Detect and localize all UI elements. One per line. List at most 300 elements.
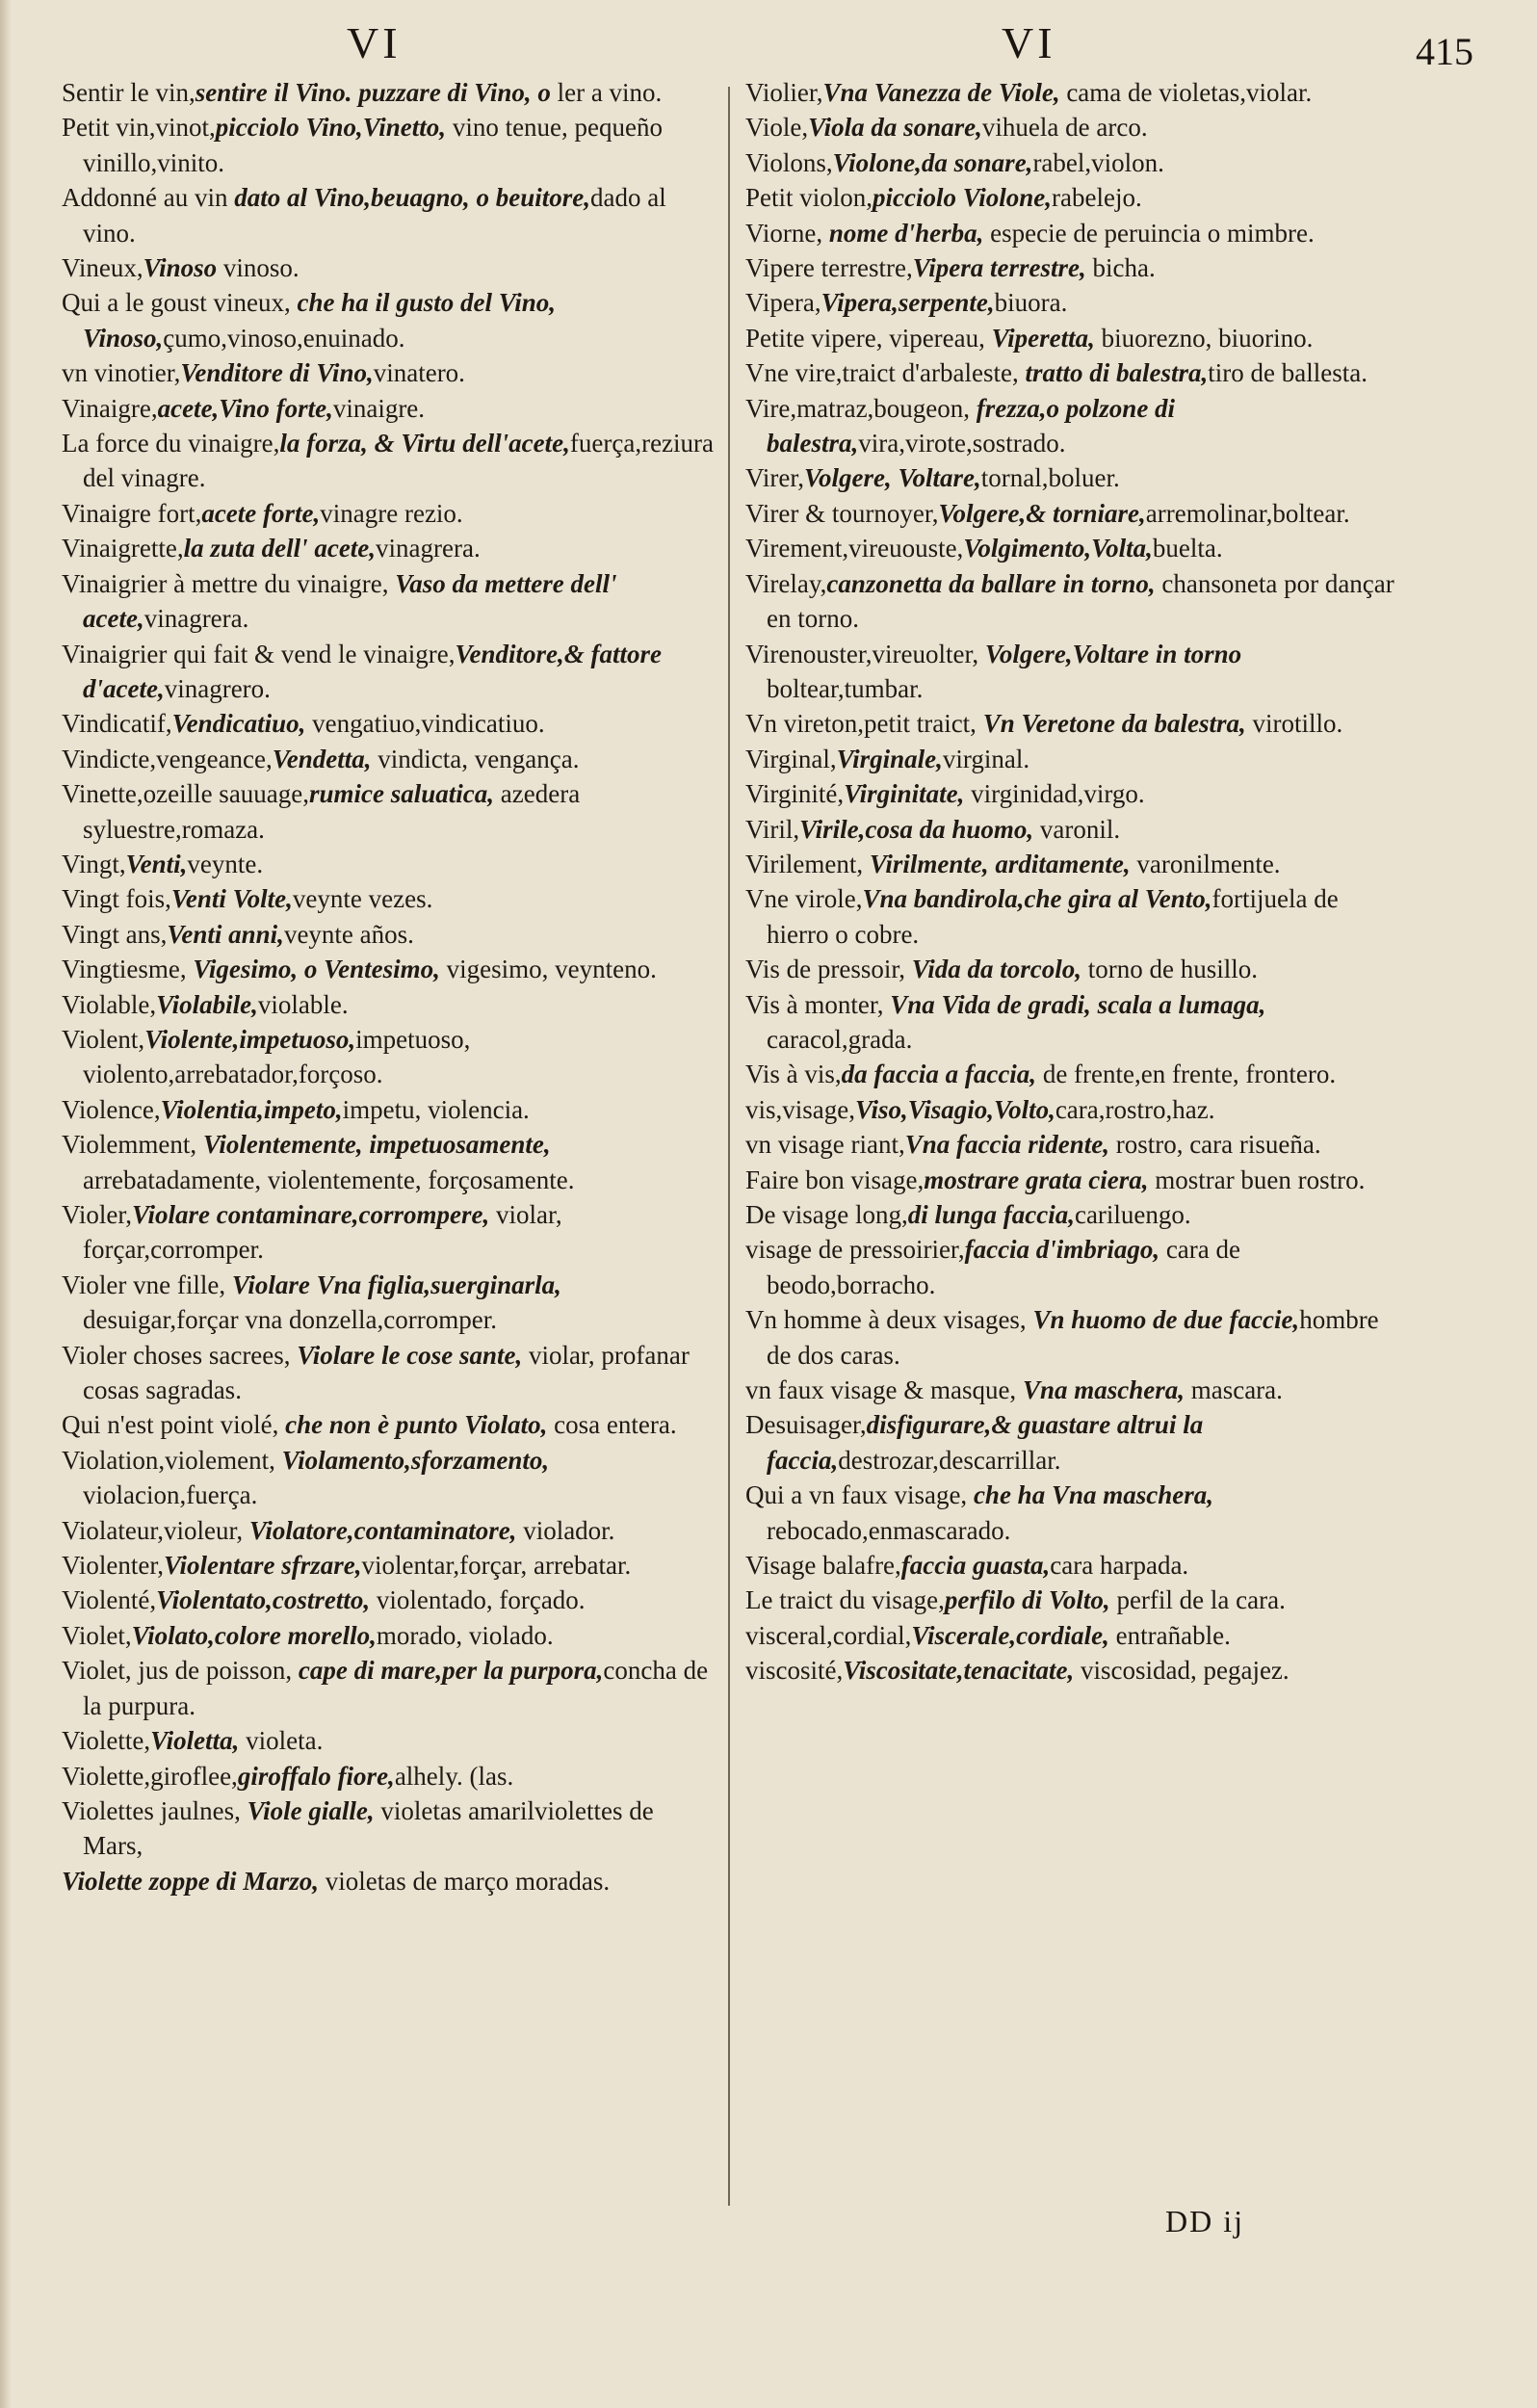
dictionary-entry <box>62 1338 716 1408</box>
entry-headword: Vne virole, <box>745 884 863 914</box>
entry-translation: cara harpada. <box>1050 1551 1189 1581</box>
dictionary-entry <box>745 75 1400 110</box>
entry-italian: perfilo di Volto, <box>944 1585 1110 1615</box>
entry-italian: rumice saluatica, <box>309 779 495 809</box>
entry-headword: Vinaigrier à mettre du vinaigre, <box>62 568 396 598</box>
entry-headword: Vire,matraz,bougeon, <box>745 393 977 423</box>
entry-italian: Viso,Visagio,Volto, <box>855 1094 1055 1124</box>
entry-italian: Violone,da sonare, <box>832 147 1033 177</box>
entry-translation: desuigar,forçar vna donzella,corromper. <box>83 1305 497 1335</box>
dictionary-entry <box>62 1759 716 1793</box>
entry-translation: vinagrero. <box>164 673 271 703</box>
entry-headword: Vinaigrette, <box>62 534 184 563</box>
signature-mark: DD ij <box>1165 2204 1244 2238</box>
entry-translation: vinagrera. <box>143 604 249 634</box>
entry-translation: violetas de março moradas. <box>319 1866 611 1896</box>
entry-headword: Vindicatif, <box>62 709 172 739</box>
entry-translation: violar, forçar,corromper. <box>83 1200 562 1265</box>
entry-headword: Violenter, <box>62 1551 165 1581</box>
entry-headword: Violence, <box>62 1094 161 1124</box>
dictionary-entry <box>745 812 1400 847</box>
entry-translation: fortijuela de hierro o cobre. <box>767 884 1339 949</box>
dictionary-entry <box>745 285 1400 320</box>
entry-translation: veynte años. <box>283 919 414 949</box>
entry-italian: dato al Vino,beuagno, o beuitore, <box>234 183 591 213</box>
entry-italian: acete,Vino forte, <box>157 393 333 423</box>
entry-headword: Vingt fois, <box>62 884 171 914</box>
entry-italian: sentire il Vino. puzzare di Vino, o <box>195 78 558 107</box>
dictionary-entry <box>745 180 1400 215</box>
entry-headword: vn vinotier, <box>62 358 181 388</box>
entry-headword: Violateur,violeur, <box>62 1515 249 1545</box>
entry-italian: Viscositate,tenacitate, <box>843 1656 1075 1686</box>
entry-italian: che ha Vna maschera, <box>973 1480 1213 1510</box>
dictionary-entry <box>62 1583 716 1617</box>
dictionary-entry <box>62 496 716 531</box>
entry-italian: Vna Vida de gradi, scala a lumaga, <box>890 989 1266 1019</box>
entry-italian: Vna Vanezza de Viole, <box>822 78 1060 107</box>
dictionary-entry <box>745 1092 1400 1127</box>
entry-headword: Vis à monter, <box>745 989 891 1019</box>
entry-translation: concha de la purpura. <box>83 1656 709 1720</box>
entry-headword: Violemment, <box>62 1130 203 1160</box>
entry-headword: Viole, <box>745 113 809 143</box>
entry-translation: virginidad,virgo. <box>964 779 1145 809</box>
entry-italian: Volgere,& torniare, <box>938 498 1146 528</box>
dictionary-entry <box>62 1723 716 1758</box>
dictionary-entry <box>745 742 1400 776</box>
entry-headword: Violettes jaulnes, <box>62 1795 247 1825</box>
dictionary-entry <box>745 1163 1400 1197</box>
entry-translation: dado al vino. <box>83 183 666 248</box>
dictionary-entry <box>745 1057 1400 1091</box>
dictionary-entry <box>62 1092 716 1127</box>
entry-headword: Violer choses sacrees, <box>62 1340 298 1370</box>
entry-italian: Violette zoppe di Marzo, <box>62 1866 320 1896</box>
entry-italian: Venti anni, <box>167 919 284 949</box>
dictionary-entry <box>62 1793 716 1864</box>
running-head-left: VI <box>347 18 402 67</box>
dictionary-entry <box>745 952 1400 986</box>
dictionary-entry <box>62 285 716 355</box>
entry-italian: Vendicatiuo, <box>171 709 306 739</box>
dictionary-entry <box>62 180 716 250</box>
entry-translation: varonil. <box>1033 814 1121 844</box>
dictionary-entry <box>62 1653 716 1723</box>
entry-italian: Violetta, <box>150 1726 240 1756</box>
entry-headword: Vinaigre fort, <box>62 498 202 528</box>
dictionary-entry <box>62 1618 716 1653</box>
entry-italian: Vaso da mettere dell' acete, <box>83 568 617 634</box>
entry-translation: vengatiuo,vindicatiuo. <box>305 709 545 739</box>
entry-italian: Violentato,costretto, <box>156 1585 371 1615</box>
entry-italian: picciolo Violone, <box>873 183 1053 213</box>
entry-italian: Vna bandirola,che gira al Vento, <box>862 884 1212 914</box>
dictionary-entry <box>745 1232 1400 1302</box>
entry-headword: Viorne, <box>745 218 829 248</box>
entry-headword: visage de pressoirier, <box>745 1235 965 1265</box>
entry-italian: Venditore di Vino, <box>180 358 374 388</box>
entry-italian: Virile,cosa da huomo, <box>799 814 1034 844</box>
entry-headword: Qui a le goust vineux, <box>62 288 298 318</box>
dictionary-entry <box>745 881 1400 952</box>
entry-headword: Vn homme à deux visages, <box>745 1305 1033 1335</box>
entry-translation: bicha. <box>1085 253 1156 283</box>
dictionary-entry <box>745 460 1400 495</box>
entry-headword: Vis à vis, <box>745 1060 842 1089</box>
entry-headword: Addonné au vin <box>62 183 235 213</box>
entry-translation: cara de beodo,borracho. <box>767 1235 1241 1299</box>
dictionary-entry <box>745 706 1400 741</box>
entry-italian: picciolo Vino,Vinetto, <box>215 113 447 143</box>
entry-italian: cape di mare,per la purpora, <box>298 1656 604 1686</box>
entry-headword: Sentir le vin, <box>62 78 195 107</box>
entry-italian: Volgere,Voltare in torno <box>984 639 1242 668</box>
entry-translation: perfil de la cara. <box>1109 1585 1286 1615</box>
entry-translation: biuorezno, biuorino. <box>1094 323 1314 353</box>
entry-headword: Petit violon, <box>745 183 873 213</box>
entry-translation: violacion,fuerça. <box>83 1480 258 1510</box>
entry-headword: Vinaigre, <box>62 393 158 423</box>
entry-translation: cosa entera. <box>547 1410 677 1440</box>
entry-headword: Virer & tournoyer, <box>745 498 939 528</box>
entry-translation: fuerça,reziura del vinagre. <box>83 429 715 493</box>
dictionary-entry <box>62 75 716 110</box>
entry-translation: rostro, cara risueña. <box>1108 1130 1321 1160</box>
entry-headword: Violable, <box>62 989 157 1019</box>
entry-translation: vinagre rezio. <box>320 498 463 528</box>
entry-headword: La force du vinaigre, <box>62 429 280 458</box>
entry-headword: Violet, <box>62 1620 132 1650</box>
entry-translation: morado, violado. <box>376 1620 554 1650</box>
entry-italian: da faccia a faccia, <box>841 1060 1037 1089</box>
entry-italian: giroffalo fiore, <box>237 1761 395 1791</box>
entry-headword: Vipere terrestre, <box>745 253 913 283</box>
entry-translation: vihuela de arco. <box>981 113 1148 143</box>
dictionary-entry <box>62 1197 716 1268</box>
entry-headword: Violons, <box>745 147 833 177</box>
entry-headword: Desuisager, <box>745 1410 867 1440</box>
entry-italian: Violamento,sforzamento, <box>281 1445 550 1475</box>
entry-italian: tratto di balestra, <box>1025 358 1209 388</box>
entry-translation: mascara. <box>1184 1375 1283 1405</box>
entry-translation: violetas amarilviolettes de Mars, <box>83 1795 654 1861</box>
entry-translation: violable. <box>257 989 349 1019</box>
dictionary-entry <box>745 250 1400 285</box>
dictionary-entry <box>62 1022 716 1092</box>
dictionary-entry <box>62 110 716 180</box>
dictionary-entry <box>745 496 1400 531</box>
entry-translation: virotillo. <box>1245 709 1343 739</box>
entry-headword: Vn vireton,petit traict, <box>745 709 983 739</box>
dictionary-entry <box>745 1548 1400 1583</box>
dictionary-entry <box>745 216 1400 250</box>
entry-headword: Violent, <box>62 1024 145 1054</box>
entry-translation: ler a vino. <box>557 78 663 107</box>
entry-translation: rabelejo. <box>1052 183 1142 213</box>
dictionary-entry <box>62 391 716 426</box>
entry-headword: Vinaigrier qui fait & vend le vinaigre, <box>62 639 456 668</box>
dictionary-entry <box>62 1268 716 1338</box>
entry-translation: vigesimo, veynteno. <box>439 955 657 984</box>
entry-italian: nome d'herba, <box>828 218 984 248</box>
dictionary-entry <box>62 847 716 881</box>
dictionary-entry <box>745 566 1400 637</box>
entry-headword: Violer, <box>62 1200 133 1229</box>
entry-translation: entrañable. <box>1108 1620 1231 1650</box>
entry-translation: rabel,violon. <box>1032 147 1164 177</box>
entry-italian: faccia d'imbriago, <box>964 1235 1160 1265</box>
entry-headword: vis,visage, <box>745 1094 855 1124</box>
entry-headword: Violette, <box>62 1726 151 1756</box>
entry-headword: Violer vne fille, <box>62 1269 232 1299</box>
entry-italian: che ha il gusto del Vino, Vinoso, <box>83 288 557 353</box>
entry-headword: Vinette,ozeille sauuage, <box>62 779 310 809</box>
entry-italian: Violare Vna figlia,suerginarla, <box>231 1269 561 1299</box>
entry-italian: di lunga faccia, <box>907 1200 1075 1229</box>
scan-edge <box>0 0 12 2408</box>
entry-italian: Viperetta, <box>991 323 1095 353</box>
entry-translation: violentar,forçar, arrebatar. <box>361 1551 632 1581</box>
entry-translation: cama de violetas,violar. <box>1059 78 1313 107</box>
entry-italian: Venti Volte, <box>170 884 293 914</box>
dictionary-entry <box>745 1583 1400 1617</box>
entry-translation: rebocado,enmascarado. <box>767 1515 1011 1545</box>
entry-headword: Violier, <box>745 78 823 107</box>
entry-italian: Volgimento,Volta, <box>963 534 1153 563</box>
entry-headword: Virginité, <box>745 779 845 809</box>
entry-italian: Vipera,serpente, <box>821 288 995 318</box>
entry-translation: vinoso. <box>217 253 300 283</box>
dictionary-entry <box>62 1407 716 1442</box>
entry-translation: veynte vezes. <box>292 884 433 914</box>
entry-translation: impetu, violencia. <box>342 1094 530 1124</box>
entry-translation: arrebatadamente, violentemente, forçosamente. <box>83 1165 575 1194</box>
dictionary-entry <box>745 1407 1400 1478</box>
entry-italian: la zuta dell' acete, <box>183 534 377 563</box>
page-number: 415 <box>1416 30 1473 73</box>
dictionary-entry <box>62 776 716 847</box>
entry-translation: buelta. <box>1152 534 1223 563</box>
entry-italian: Vna maschera, <box>1022 1375 1185 1405</box>
entry-headword: Vipera, <box>745 288 821 318</box>
entry-italian: Virginitate, <box>844 779 965 809</box>
entry-italian: frezza,o polzone di balestra, <box>767 393 1176 458</box>
entry-translation: vinatero. <box>373 358 465 388</box>
entry-translation: veynte. <box>187 849 264 878</box>
entry-translation: varonilmente. <box>1130 849 1281 878</box>
entry-italian: disfigurare,& guastare altrui la faccia, <box>767 1410 1204 1475</box>
entry-italian: Violare le cose sante, <box>297 1340 523 1370</box>
dictionary-entry <box>62 1548 716 1583</box>
right-column <box>745 75 1400 1688</box>
entry-italian: Viscerale,cordiale, <box>911 1620 1109 1650</box>
entry-translation: vira,virote,sostrado. <box>858 429 1066 458</box>
dictionary-entry <box>745 145 1400 180</box>
entry-translation: tornal,boluer. <box>980 463 1120 493</box>
entry-italian: Violentare sfrzare, <box>164 1551 362 1581</box>
dictionary-entry <box>745 1302 1400 1373</box>
entry-headword: Viril, <box>745 814 800 844</box>
entry-translation: cariluengo. <box>1074 1200 1191 1229</box>
entry-headword: Vingt, <box>62 849 126 878</box>
entry-italian: Vna faccia ridente, <box>904 1130 1109 1160</box>
entry-italian: Virilmente, arditamente, <box>869 849 1131 878</box>
dictionary-entry <box>62 1443 716 1513</box>
dictionary-entry <box>62 706 716 741</box>
dictionary-entry <box>745 1127 1400 1162</box>
entry-headword: Violet, jus de poisson, <box>62 1656 299 1686</box>
entry-headword: Virilement, <box>745 849 870 878</box>
entry-italian: Violare contaminare,corrompere, <box>132 1200 490 1229</box>
dictionary-entry <box>745 847 1400 881</box>
dictionary-entry <box>745 1618 1400 1653</box>
entry-headword: viscosité, <box>745 1656 844 1686</box>
entry-translation: vino tenue, pequeño vinillo,vinito. <box>83 113 664 177</box>
entry-translation: tiro de ballesta. <box>1208 358 1368 388</box>
entry-translation: vindicta, vengança. <box>371 744 580 773</box>
entry-italian: che non è punto Violato, <box>285 1410 548 1440</box>
dictionary-entry <box>745 110 1400 144</box>
entry-italian: Violente,impetuoso, <box>144 1024 356 1054</box>
entry-headword: Virenouster,vireuolter, <box>745 639 985 668</box>
dictionary-entry <box>62 355 716 390</box>
dictionary-entry <box>62 1864 716 1898</box>
entry-italian: canzonetta da ballare in torno, <box>826 568 1156 598</box>
entry-translation: boltear,tumbar. <box>767 673 924 703</box>
dictionary-entry <box>62 987 716 1022</box>
dictionary-entry <box>745 391 1400 461</box>
entry-headword: Virer, <box>745 463 805 493</box>
entry-italian: Virginale, <box>836 744 943 773</box>
dictionary-entry <box>745 637 1400 707</box>
entry-headword: Vingt ans, <box>62 919 168 949</box>
entry-headword: De visage long, <box>745 1200 908 1229</box>
entry-italian: Violentemente, impetuosamente, <box>202 1130 551 1160</box>
entry-translation: biuora. <box>994 288 1068 318</box>
entry-italian: la forza, & Virtu dell'acete, <box>279 429 570 458</box>
dictionary-entry <box>62 1513 716 1548</box>
dictionary-entry <box>62 742 716 776</box>
entry-headword: Vineux, <box>62 253 143 283</box>
entry-translation: de frente,en frente, frontero. <box>1036 1060 1337 1089</box>
entry-headword: visceral,cordial, <box>745 1620 912 1650</box>
dictionary-entry <box>745 355 1400 390</box>
dictionary-entry <box>745 1373 1400 1407</box>
entry-italian: Venditore,& fattore d'acete, <box>83 639 662 703</box>
entry-italian: Vipera terrestre, <box>912 253 1086 283</box>
entry-headword: Qui n'est point violé, <box>62 1410 286 1440</box>
entry-translation: azedera syluestre,romaza. <box>83 779 581 844</box>
entry-italian: Vigesimo, o Ventesimo, <box>193 955 440 984</box>
entry-translation: torno de husillo. <box>1081 955 1259 984</box>
entry-headword: Petit vin,vinot, <box>62 113 216 143</box>
entry-italian: mostrare grata ciera, <box>924 1165 1149 1194</box>
entry-headword: vn faux visage & masque, <box>745 1375 1023 1405</box>
entry-translation: vinagrera. <box>376 534 481 563</box>
entry-translation: cara,rostro,haz. <box>1055 1094 1215 1124</box>
entry-italian: Viola da sonare, <box>808 113 982 143</box>
entry-headword: Qui a vn faux visage, <box>745 1480 974 1510</box>
entry-translation: virginal. <box>942 744 1030 773</box>
entry-italian: Venti, <box>125 849 188 878</box>
dictionary-entry <box>745 776 1400 811</box>
entry-italian: Violentia,impeto, <box>160 1094 343 1124</box>
entry-translation: çumo,vinoso,enuinado. <box>163 323 405 353</box>
entry-headword: Le traict du visage, <box>745 1585 945 1615</box>
entry-italian: Vinoso <box>143 253 218 283</box>
entry-italian: Vn Veretone da balestra, <box>982 709 1246 739</box>
entry-italian: acete forte, <box>201 498 321 528</box>
dictionary-entry <box>745 531 1400 565</box>
entry-italian: Vendetta, <box>272 744 372 773</box>
entry-italian: Volgere, Voltare, <box>804 463 981 493</box>
left-column <box>62 75 716 1898</box>
entry-headword: Visage balafre, <box>745 1551 901 1581</box>
dictionary-entry <box>745 1478 1400 1548</box>
entry-headword: Faire bon visage, <box>745 1165 925 1194</box>
entry-translation: vinaigre. <box>332 393 426 423</box>
entry-headword: Vne vire,traict d'arbaleste, <box>745 358 1026 388</box>
entry-headword: Virginal, <box>745 744 837 773</box>
entry-headword: Vindicte,vengeance, <box>62 744 273 773</box>
entry-italian: Violatore,contaminatore, <box>248 1515 517 1545</box>
dictionary-entry <box>62 1127 716 1197</box>
dictionary-entry <box>62 637 716 707</box>
entry-translation: chansoneta por dançar en torno. <box>767 568 1394 634</box>
entry-italian: faccia guasta, <box>900 1551 1051 1581</box>
entry-headword: Virement,vireuouste, <box>745 534 964 563</box>
dictionary-entry <box>62 531 716 565</box>
dictionary-entry <box>62 917 716 952</box>
dictionary-entry <box>745 321 1400 355</box>
running-head-right: VI <box>1002 18 1056 67</box>
entry-translation: arremolinar,boltear. <box>1145 498 1350 528</box>
entry-headword: Vingtiesme, <box>62 955 194 984</box>
dictionary-entry <box>745 987 1400 1058</box>
entry-translation: viscosidad, pegajez. <box>1074 1656 1290 1686</box>
entry-headword: Violette,giroflee, <box>62 1761 238 1791</box>
entry-headword: Vis de pressoir, <box>745 955 912 984</box>
dictionary-entry <box>745 1197 1400 1232</box>
entry-italian: Vn huomo de due faccie, <box>1032 1305 1300 1335</box>
entry-translation: destrozar,descarrillar. <box>838 1445 1061 1475</box>
entry-italian: Violabile, <box>156 989 258 1019</box>
entry-headword: Petite vipere, vipereau, <box>745 323 992 353</box>
entry-italian: Viole gialle, <box>247 1795 375 1825</box>
entry-headword: vn visage riant, <box>745 1130 905 1160</box>
dictionary-entry <box>62 952 716 986</box>
entry-translation: hombre de dos caras. <box>767 1305 1379 1370</box>
entry-translation: violador. <box>516 1515 615 1545</box>
entry-italian: Vida da torcolo, <box>911 955 1082 984</box>
column-divider <box>728 87 730 2206</box>
dictionary-entry <box>62 250 716 285</box>
entry-headword: Virelay, <box>745 568 827 598</box>
entry-translation: violar, profanar cosas sagradas. <box>83 1340 690 1405</box>
entry-headword: Violenté, <box>62 1585 157 1615</box>
dictionary-entry <box>62 881 716 916</box>
entry-headword: Violation,violement, <box>62 1445 282 1475</box>
dictionary-entry <box>745 1653 1400 1688</box>
dictionary-entry <box>62 566 716 637</box>
dictionary-entry <box>62 426 716 496</box>
entry-translation: especie de peruincia o mimbre. <box>983 218 1315 248</box>
entry-translation: impetuoso, violento,arrebatador,forçoso. <box>83 1024 471 1089</box>
entry-translation: violentado, forçado. <box>370 1585 586 1615</box>
entry-italian: Violato,colore morello, <box>131 1620 377 1650</box>
entry-translation: alhely. (las. <box>394 1761 514 1791</box>
